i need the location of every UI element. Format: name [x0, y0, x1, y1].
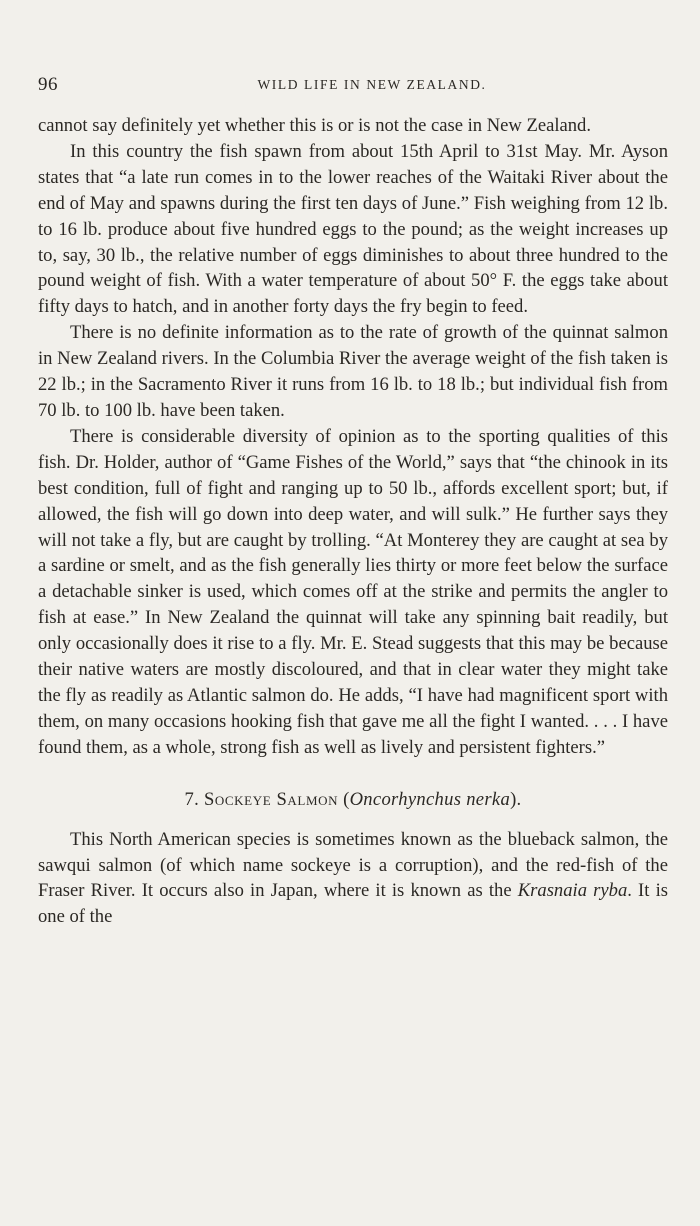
- foreign-name: Krasnaia ryba: [517, 880, 628, 902]
- section-heading: [38, 787, 668, 813]
- paragraph-spawning: In this country the fish spawn from about 15th April to 31st May. Mr. Ayson states that “a late run comes in to the lower reaches of the Waitaki River about the end of May and spawns during the first ten days of June.” Fish weighing from 12 lb. to 16 lb. produce about five hundred eggs to the pound; as the weight increases up to, say, 30 lb., the relative number of eggs diminishes to about three hundred to the pound weight of fish. With a water temperature of about 50° F. the eggs take about fifty days to hatch, and in another forty days the fry begin to feed.: [38, 140, 668, 318]
- section-paren-open: (: [343, 788, 350, 810]
- page-number: 96: [38, 74, 58, 95]
- body-text: [38, 113, 668, 930]
- scientific-name: Oncorhynchus nerka: [349, 788, 511, 810]
- section-paren-close: ).: [510, 788, 522, 810]
- section-title: Sockeye Salmon: [203, 788, 339, 810]
- running-title: WILD LIFE IN NEW ZEALAND.: [257, 77, 487, 92]
- paragraph-growth: There is no definite information as to the rate of growth of the quinnat salmon in New Zealand rivers. In the Columbia River the average weight of the fish taken is 22 lb.; in the Sacramento River it runs from 16 lb. to 18 lb.; but individual fish from 70 lb. to 100 lb. have been taken.: [38, 322, 668, 421]
- paragraph-continued: cannot say definitely yet whether this is or is not the case in New Zealand.: [38, 115, 592, 136]
- sockeye-text-before: This North American species is sometimes known as the blueback salmon, the sawqui salmon (of which name sockeye is a corruption), and the red-fish of the Fraser River. It occurs also in Japan, where it is known as the: [38, 828, 668, 902]
- sockeye-text-after: . It is one of the: [38, 880, 668, 928]
- paragraph-sporting-qualities: There is considerable diversity of opinion as to the sporting qualities of this fish. Dr. Holder, author of “Game Fishes of the World,” says that “the chinook in its best condition, full of fight and ranging up to 50 lb., affords excellent sport; but, if allowed, the fish will go down into deep water, and will sulk.” He further says they will not take a fly, but are caught by trolling. “At Monterey they are caught at sea by a sardine or smelt, and as the fish generally lies thirty or more feet below the surface a detachable sinker is used, which comes off at the strike and permits the angler to fish at ease.” In New Zealand the quinnat will take any spinning bait readily, but only occasionally does it rise to a fly. Mr. E. Stead suggests that this may be because their native waters are mostly discoloured, and that in clear water they might take the fly as readily as Atlantic salmon do. He adds, “I have had magnificent sport with them, on many occasions hooking fish that gave me all the fight I wanted. . . . I have found them, as a whole, strong fish as well as lively and persistent fighters.”: [38, 425, 668, 758]
- section-number: 7.: [184, 788, 200, 810]
- running-header: [38, 74, 666, 96]
- paragraph-sockeye: [38, 827, 668, 931]
